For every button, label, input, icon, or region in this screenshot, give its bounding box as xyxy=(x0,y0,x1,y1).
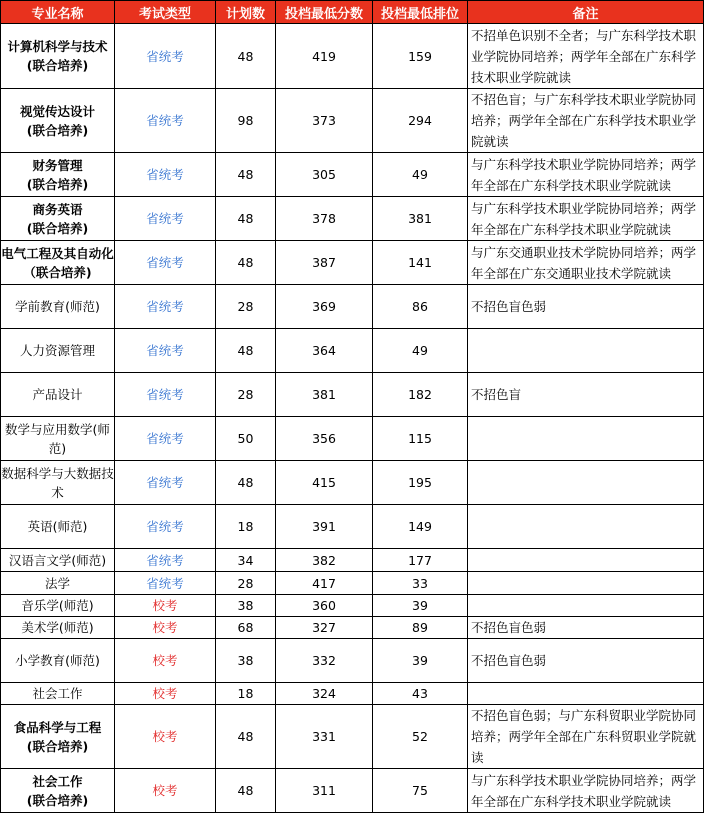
major-cell: 财务管理 (联合培养) xyxy=(1,153,115,197)
min-rank-cell: 39 xyxy=(373,595,468,617)
exam-type-cell: 省统考 xyxy=(115,373,216,417)
min-rank-cell: 49 xyxy=(373,153,468,197)
min-score-cell: 311 xyxy=(276,769,373,813)
min-score-cell: 331 xyxy=(276,705,373,769)
min-rank-cell: 52 xyxy=(373,705,468,769)
table-row xyxy=(1,89,704,153)
min-rank-cell: 39 xyxy=(373,639,468,683)
table-row xyxy=(1,24,704,89)
major-cell: 法学 xyxy=(1,572,115,595)
min-score-cell: 387 xyxy=(276,241,373,285)
note-cell xyxy=(468,549,704,572)
table-row xyxy=(1,329,704,373)
table-row xyxy=(1,769,704,813)
plan-cell: 48 xyxy=(216,241,276,285)
min-rank-cell: 49 xyxy=(373,329,468,373)
major-cell: 小学教育(师范) xyxy=(1,639,115,683)
table-row xyxy=(1,705,704,769)
exam-type-cell: 省统考 xyxy=(115,572,216,595)
min-rank-cell: 43 xyxy=(373,683,468,705)
min-score-cell: 305 xyxy=(276,153,373,197)
major-cell: 人力资源管理 xyxy=(1,329,115,373)
table-row xyxy=(1,461,704,505)
note-cell: 不招色盲色弱；与广东科贸职业学院协同培养；两学年全部在广东科贸职业学院就读 xyxy=(468,705,704,769)
min-score-cell: 415 xyxy=(276,461,373,505)
note-cell: 不招色盲色弱 xyxy=(468,639,704,683)
note-cell: 不招单色识别不全者；与广东科学技术职业学院协同培养；两学年全部在广东科学技术职业学院就读 xyxy=(468,24,704,89)
major-cell: 电气工程及其自动化（联合培养) xyxy=(1,241,115,285)
note-cell xyxy=(468,572,704,595)
min-rank-cell: 159 xyxy=(373,24,468,89)
plan-cell: 48 xyxy=(216,153,276,197)
note-cell: 不招色盲；与广东科学技术职业学院协同培养；两学年全部在广东科学技术职业学院就读 xyxy=(468,89,704,153)
plan-cell: 38 xyxy=(216,639,276,683)
min-rank-cell: 115 xyxy=(373,417,468,461)
note-cell xyxy=(468,329,704,373)
exam-type-cell: 省统考 xyxy=(115,285,216,329)
note-cell: 不招色盲 xyxy=(468,373,704,417)
major-cell: 数学与应用数学(师范) xyxy=(1,417,115,461)
exam-type-cell: 校考 xyxy=(115,705,216,769)
table-row xyxy=(1,639,704,683)
exam-type-cell: 省统考 xyxy=(115,89,216,153)
min-rank-cell: 182 xyxy=(373,373,468,417)
plan-cell: 48 xyxy=(216,461,276,505)
header-note: 备注 xyxy=(468,1,704,24)
min-score-cell: 364 xyxy=(276,329,373,373)
major-cell: 汉语言文学(师范) xyxy=(1,549,115,572)
exam-type-cell: 省统考 xyxy=(115,197,216,241)
major-cell: 学前教育(师范) xyxy=(1,285,115,329)
min-rank-cell: 149 xyxy=(373,505,468,549)
plan-cell: 28 xyxy=(216,572,276,595)
header-plan: 计划数 xyxy=(216,1,276,24)
min-rank-cell: 177 xyxy=(373,549,468,572)
note-cell: 与广东科学技术职业学院协同培养；两学年全部在广东科学技术职业学院就读 xyxy=(468,769,704,813)
major-cell: 社会工作 xyxy=(1,683,115,705)
min-score-cell: 373 xyxy=(276,89,373,153)
plan-cell: 48 xyxy=(216,769,276,813)
exam-type-cell: 省统考 xyxy=(115,461,216,505)
min-score-cell: 417 xyxy=(276,572,373,595)
exam-type-cell: 省统考 xyxy=(115,505,216,549)
table-row xyxy=(1,549,704,572)
major-cell: 食品科学与工程 (联合培养) xyxy=(1,705,115,769)
major-cell: 数据科学与大数据技术 xyxy=(1,461,115,505)
exam-type-cell: 校考 xyxy=(115,617,216,639)
plan-cell: 18 xyxy=(216,505,276,549)
exam-type-cell: 省统考 xyxy=(115,329,216,373)
note-cell: 与广东科学技术职业学院协同培养；两学年全部在广东科学技术职业学院就读 xyxy=(468,197,704,241)
table-row xyxy=(1,417,704,461)
min-score-cell: 391 xyxy=(276,505,373,549)
major-cell: 英语(师范) xyxy=(1,505,115,549)
min-score-cell: 382 xyxy=(276,549,373,572)
exam-type-cell: 校考 xyxy=(115,769,216,813)
min-score-cell: 419 xyxy=(276,24,373,89)
note-cell xyxy=(468,505,704,549)
plan-cell: 18 xyxy=(216,683,276,705)
table-row xyxy=(1,683,704,705)
plan-cell: 98 xyxy=(216,89,276,153)
major-cell: 社会工作 (联合培养) xyxy=(1,769,115,813)
min-rank-cell: 89 xyxy=(373,617,468,639)
header-major: 专业名称 xyxy=(1,1,115,24)
header-min-score: 投档最低分数 xyxy=(276,1,373,24)
major-cell: 产品设计 xyxy=(1,373,115,417)
header-exam-type: 考试类型 xyxy=(115,1,216,24)
major-cell: 商务英语 (联合培养) xyxy=(1,197,115,241)
min-rank-cell: 75 xyxy=(373,769,468,813)
note-cell: 与广东科学技术职业学院协同培养；两学年全部在广东科学技术职业学院就读 xyxy=(468,153,704,197)
min-rank-cell: 294 xyxy=(373,89,468,153)
min-rank-cell: 86 xyxy=(373,285,468,329)
min-rank-cell: 195 xyxy=(373,461,468,505)
plan-cell: 48 xyxy=(216,329,276,373)
exam-type-cell: 省统考 xyxy=(115,153,216,197)
min-score-cell: 324 xyxy=(276,683,373,705)
plan-cell: 34 xyxy=(216,549,276,572)
min-rank-cell: 141 xyxy=(373,241,468,285)
min-rank-cell: 381 xyxy=(373,197,468,241)
min-score-cell: 356 xyxy=(276,417,373,461)
header-min-rank: 投档最低排位 xyxy=(373,1,468,24)
major-cell: 美术学(师范) xyxy=(1,617,115,639)
table-row xyxy=(1,241,704,285)
table-row xyxy=(1,595,704,617)
min-score-cell: 381 xyxy=(276,373,373,417)
table-row xyxy=(1,572,704,595)
exam-type-cell: 省统考 xyxy=(115,24,216,89)
table-row xyxy=(1,197,704,241)
note-cell xyxy=(468,417,704,461)
note-cell xyxy=(468,595,704,617)
note-cell xyxy=(468,683,704,705)
min-score-cell: 327 xyxy=(276,617,373,639)
min-score-cell: 360 xyxy=(276,595,373,617)
plan-cell: 50 xyxy=(216,417,276,461)
min-score-cell: 369 xyxy=(276,285,373,329)
plan-cell: 48 xyxy=(216,197,276,241)
plan-cell: 68 xyxy=(216,617,276,639)
table-row xyxy=(1,617,704,639)
min-score-cell: 378 xyxy=(276,197,373,241)
plan-cell: 38 xyxy=(216,595,276,617)
table-row xyxy=(1,153,704,197)
exam-type-cell: 省统考 xyxy=(115,241,216,285)
plan-cell: 48 xyxy=(216,24,276,89)
table-row xyxy=(1,373,704,417)
table-body xyxy=(1,24,704,813)
plan-cell: 28 xyxy=(216,285,276,329)
table-row xyxy=(1,505,704,549)
major-cell: 音乐学(师范) xyxy=(1,595,115,617)
major-cell: 视觉传达设计 (联合培养) xyxy=(1,89,115,153)
min-rank-cell: 33 xyxy=(373,572,468,595)
exam-type-cell: 省统考 xyxy=(115,549,216,572)
exam-type-cell: 校考 xyxy=(115,595,216,617)
exam-type-cell: 校考 xyxy=(115,683,216,705)
exam-type-cell: 校考 xyxy=(115,639,216,683)
table-row xyxy=(1,285,704,329)
table-header-row xyxy=(1,1,704,24)
plan-cell: 48 xyxy=(216,705,276,769)
major-cell: 计算机科学与技术 (联合培养) xyxy=(1,24,115,89)
note-cell: 不招色盲色弱 xyxy=(468,285,704,329)
min-score-cell: 332 xyxy=(276,639,373,683)
note-cell: 与广东交通职业技术学院协同培养；两学年全部在广东交通职业技术学院就读 xyxy=(468,241,704,285)
note-cell: 不招色盲色弱 xyxy=(468,617,704,639)
exam-type-cell: 省统考 xyxy=(115,417,216,461)
note-cell xyxy=(468,461,704,505)
plan-cell: 28 xyxy=(216,373,276,417)
